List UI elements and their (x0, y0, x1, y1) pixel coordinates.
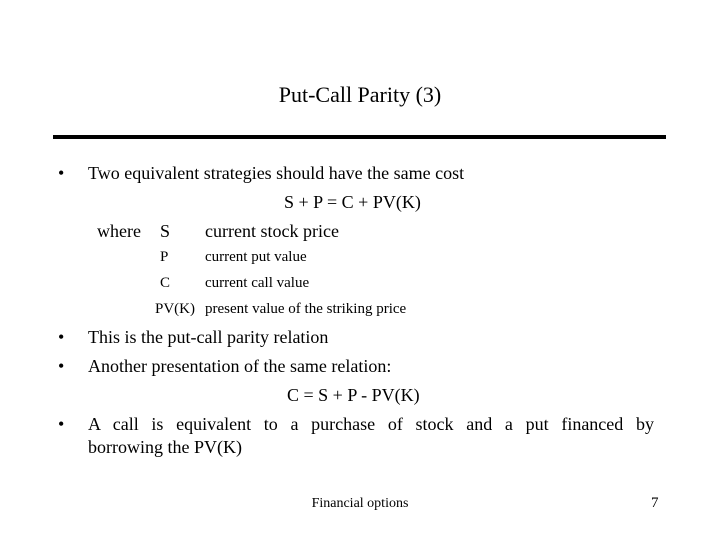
def-desc-c: current call value (205, 275, 310, 291)
def-symbol-p: P (160, 249, 169, 265)
bullet-4-line-1: A call is equivalent to a purchase of stock and a put financed by (88, 414, 654, 434)
def-desc-pvk: present value of the striking price (205, 301, 407, 317)
def-symbol-s: S (160, 221, 171, 241)
def-symbol-pvk: PV(K) (155, 301, 195, 317)
bullet-4-marker: • (58, 414, 65, 434)
bullet-2-text: This is the put-call parity relation (88, 327, 329, 347)
bullet-3-marker: • (58, 356, 65, 376)
def-desc-p: current put value (205, 249, 307, 265)
def-symbol-c: C (160, 275, 171, 291)
title-divider (53, 135, 666, 139)
page-number: 7 (651, 495, 659, 511)
footer-text: Financial options (311, 496, 409, 511)
bullet-2-marker: • (58, 327, 65, 347)
bullet-1-marker: • (58, 163, 65, 183)
equation-parity: S + P = C + PV(K) (284, 192, 421, 212)
def-desc-s: current stock price (205, 221, 339, 241)
equation-call: C = S + P - PV(K) (287, 385, 420, 405)
bullet-4-line-2: borrowing the PV(K) (88, 437, 242, 457)
where-label: where (97, 221, 141, 241)
slide-title: Put-Call Parity (3) (278, 82, 442, 107)
bullet-3-text: Another presentation of the same relation: (88, 356, 392, 376)
bullet-1-text: Two equivalent strategies should have the same cost (88, 163, 465, 183)
